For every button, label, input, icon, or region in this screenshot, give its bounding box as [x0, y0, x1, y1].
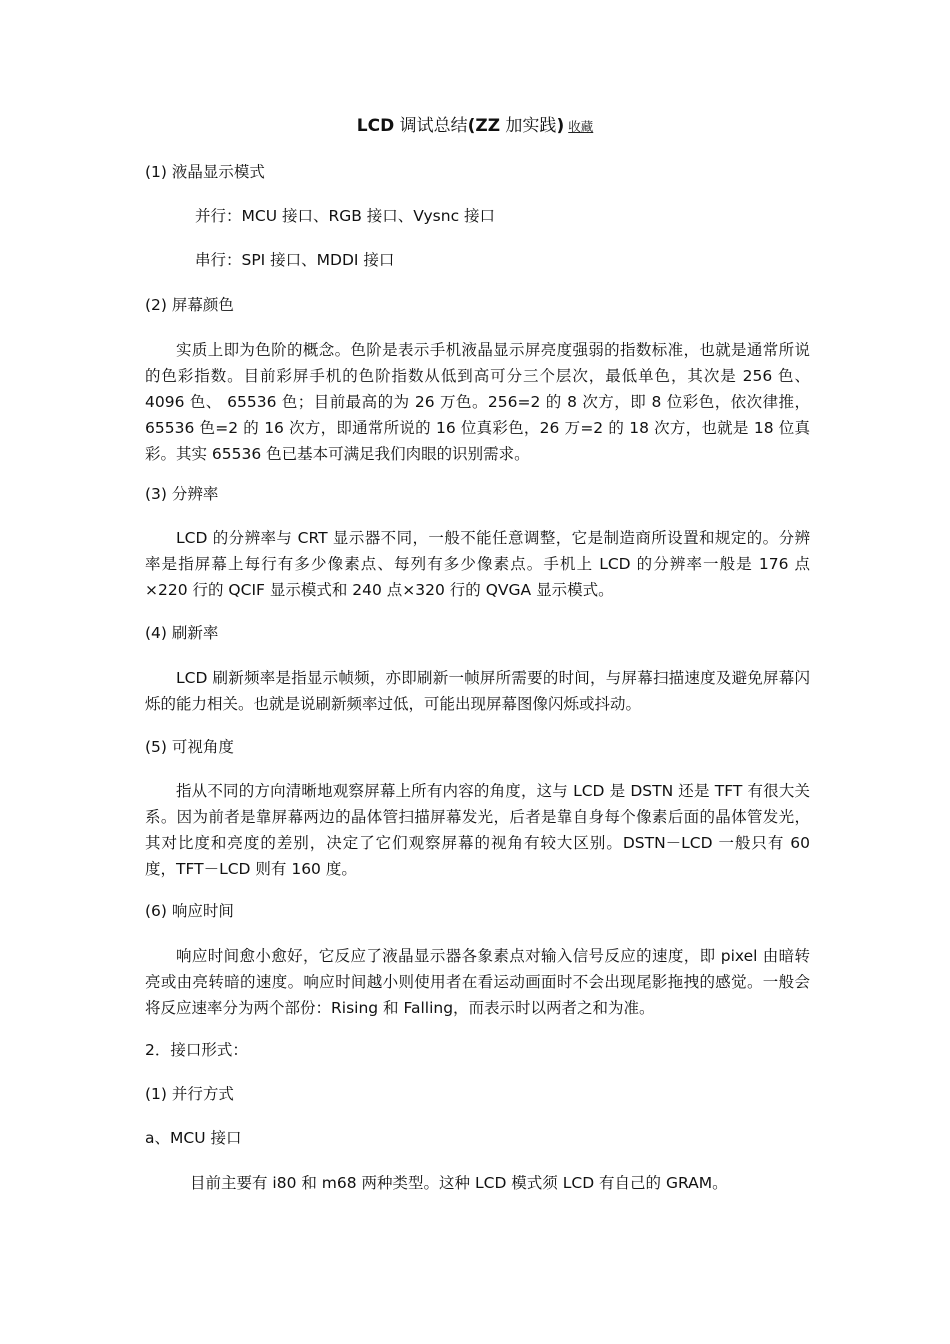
section-3-heading: (3) 分辨率 [145, 485, 219, 503]
section-2-heading: (2) 屏幕颜色 [145, 296, 234, 314]
section-5-heading: (5) 可视角度 [145, 738, 234, 756]
section-6-heading: (6) 响应时间 [145, 902, 234, 920]
favorite-link[interactable]: 收藏 [568, 119, 594, 134]
interface-sub-mcu: a、MCU 接口 [145, 1129, 242, 1147]
title-paren: ) [556, 116, 565, 136]
section-1-heading: (1) 液晶显示模式 [145, 163, 265, 181]
serial-interfaces-line: 串行：SPI 接口、MDDI 接口 [195, 251, 395, 269]
mcu-interface-paragraph: 目前主要有 i80 和 m68 两种类型。这种 LCD 模式须 LCD 有自己的 GRAM。 [190, 1174, 728, 1192]
title-text-2: 加实践 [500, 116, 557, 136]
section-4-paragraph: LCD 刷新频率是指显示帧频，亦即刷新一帧屏所需要的时间，与屏幕扫描速度及避免屏幕闪烁的能力相关。也就是说刷新频率过低，可能出现屏幕图像闪烁或抖动。 [145, 669, 810, 713]
title-zz: (ZZ [467, 116, 501, 136]
page-title [0, 114, 950, 139]
interface-sub-parallel: (1) 并行方式 [145, 1085, 234, 1103]
section-6-paragraph: 响应时间愈小愈好，它反应了液晶显示器各象素点对输入信号反应的速度，即 pixel 由暗转亮或由亮转暗的速度。响应时间越小则使用者在看运动画面时不会出现尾影拖拽的感觉。一般会将反应速率分为两个部份：Rising 和 Falling，而表示时以两者之和为准。 [145, 947, 810, 1017]
title-lcd: LCD [356, 116, 395, 136]
parallel-interfaces-line: 并行：MCU 接口、RGB 接口、Vysnc 接口 [195, 207, 496, 225]
section-3-paragraph: LCD 的分辨率与 CRT 显示器不同，一般不能任意调整，它是制造商所设置和规定的。分辨率是指屏幕上每行有多少像素点、每列有多少像素点。手机上 LCD 的分辨率一般是 176 点×220 行的 QCIF 显示模式和 240 点×320 行的 QVGA 显示模式。 [145, 529, 810, 599]
title-text: 调试总结 [394, 116, 468, 136]
section-4-heading: (4) 刷新率 [145, 624, 219, 642]
section-5-paragraph: 指从不同的方向清晰地观察屏幕上所有内容的角度，这与 LCD 是 DSTN 还是 TFT 有很大关系。因为前者是靠屏幕两边的晶体管扫描屏幕发光，后者是靠自身每个像素后面的晶体管发光，其对比度和亮度的差别，决定了它们观察屏幕的视角有较大区别。DSTN－LCD 一般只有 60 度，TFT－LCD 则有 160 度。 [145, 782, 810, 878]
interface-heading: 2．接口形式： [145, 1041, 248, 1059]
section-2-paragraph: 实质上即为色阶的概念。色阶是表示手机液晶显示屏亮度强弱的指数标准，也就是通常所说的色彩指数。目前彩屏手机的色阶指数从低到高可分三个层次，最低单色，其次是 256 色、4096 色、 65536 色；目前最高的为 26 万色。256=2 的 8 次方，即 8 位彩色，依次律推，65536 色=2 的 16 次方，即通常所说的 16 位真彩色，26 万=2 的 18 次方，也就是 18 位真彩。其实 65536 色已基本可满足我们肉眼的识别需求。 [145, 341, 810, 463]
